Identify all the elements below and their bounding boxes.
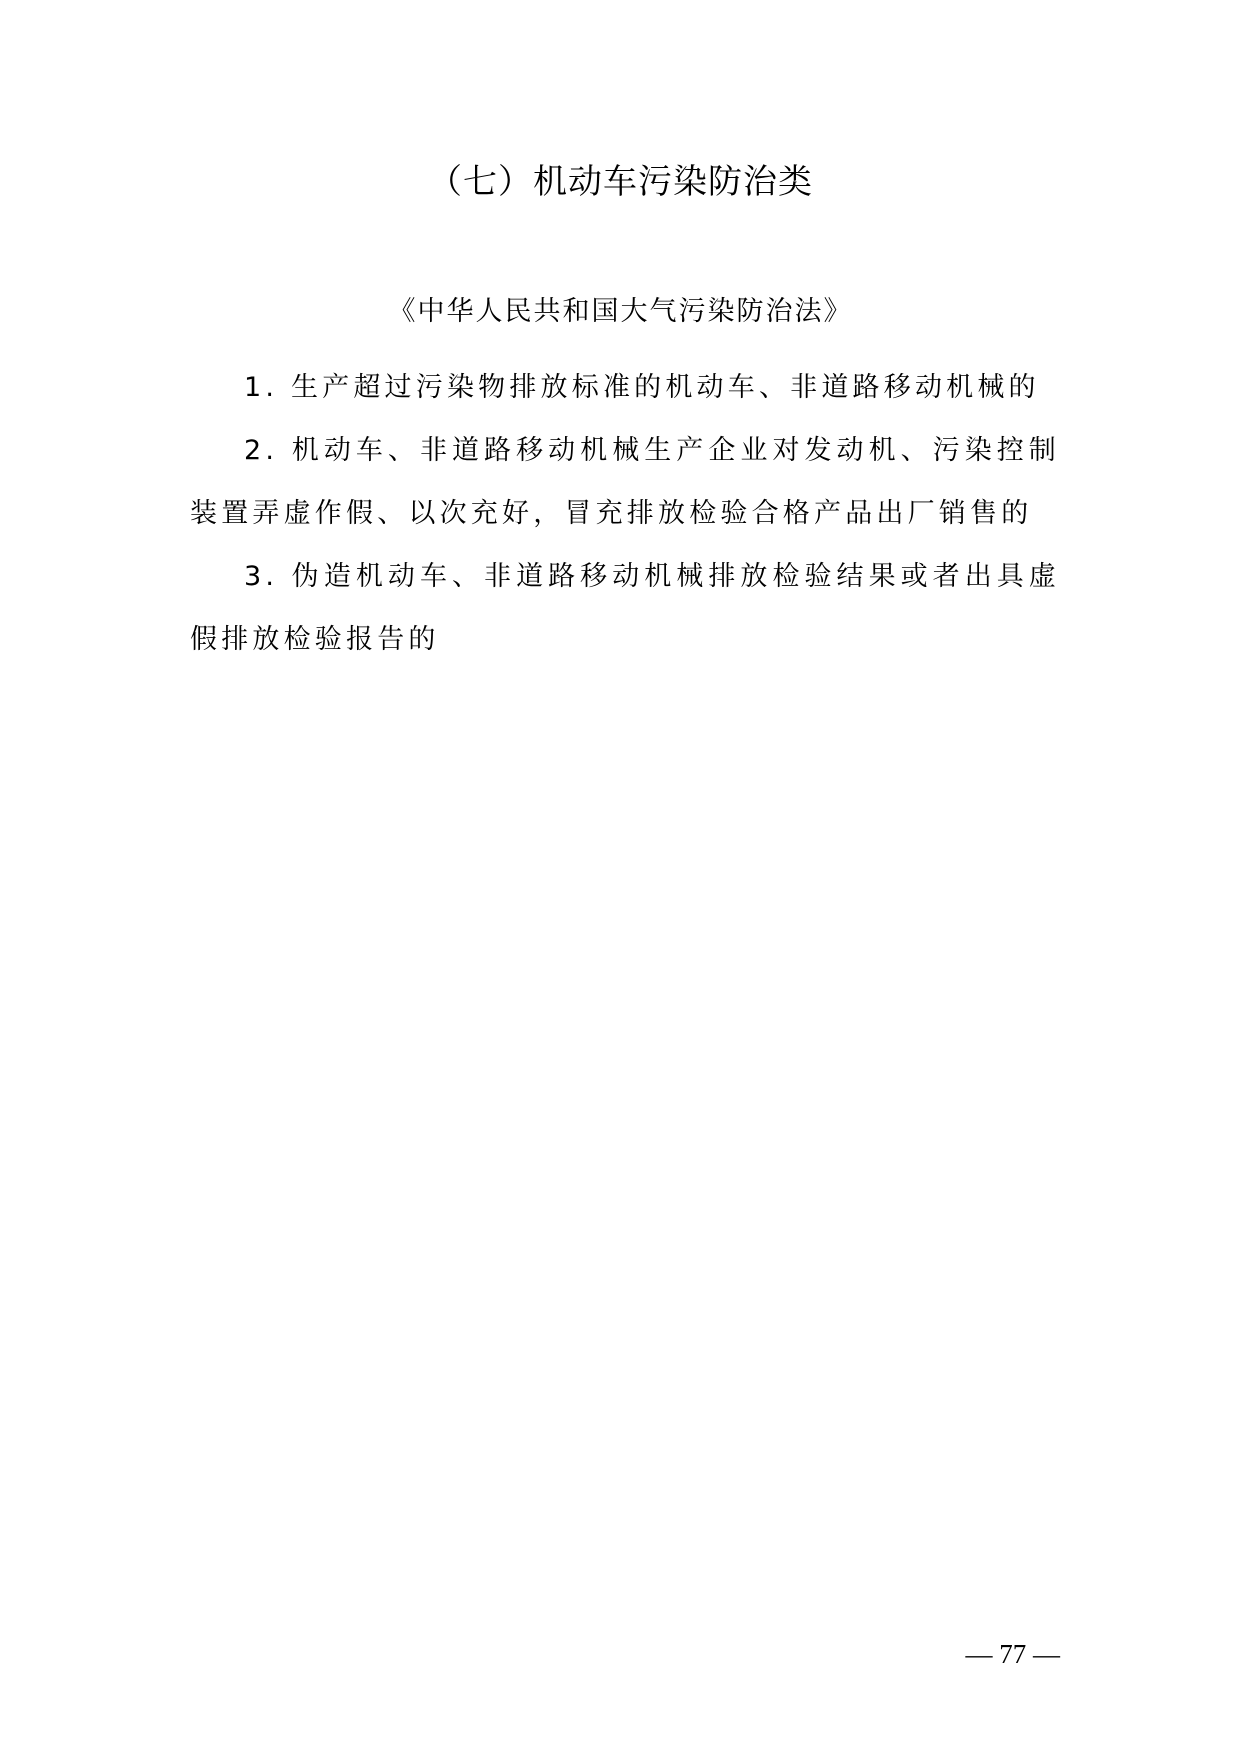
section-title: （七）机动车污染防治类	[428, 162, 813, 202]
list-item: 1. 生产超过污染物排放标准的机动车、非道路移动机械的	[244, 372, 1040, 403]
item-list	[190, 356, 1060, 671]
list-item: 3. 伪造机动车、非道路移动机械排放检验结果或者出具虚假排放检验报告的	[190, 561, 1060, 655]
law-title: 《中华人民共和国大气污染防治法》	[388, 296, 853, 327]
page-number: — 77 —	[965, 1639, 1060, 1669]
list-item: 2. 机动车、非道路移动机械生产企业对发动机、污染控制装置弄虚作假、以次充好，冒充排放检验合格产品出厂销售的	[190, 435, 1060, 529]
